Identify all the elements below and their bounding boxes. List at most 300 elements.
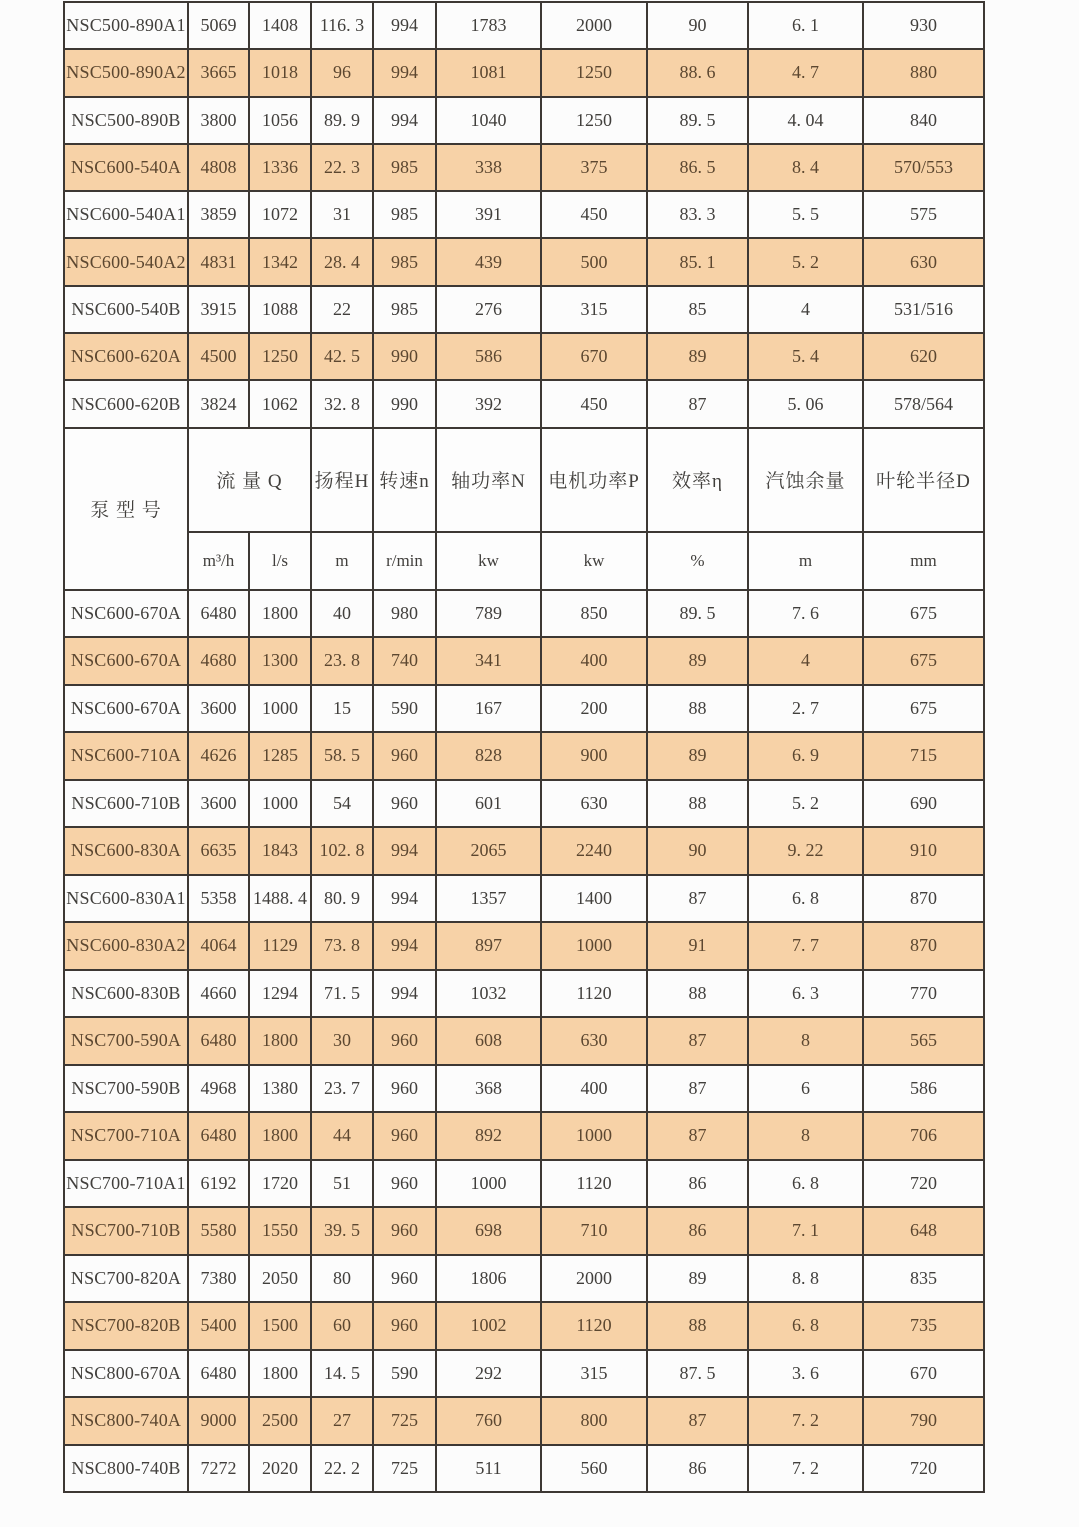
value-cell: 900 <box>541 732 647 780</box>
value-cell: 930 <box>863 2 984 49</box>
value-cell: 315 <box>541 1350 647 1398</box>
value-cell: 828 <box>436 732 541 780</box>
value-cell: 6. 8 <box>748 1302 863 1350</box>
value-cell: 870 <box>863 875 984 923</box>
value-cell: 14. 5 <box>311 1350 373 1398</box>
value-cell: 565 <box>863 1017 984 1065</box>
value-cell: 960 <box>373 1207 436 1255</box>
value-cell: 87. 5 <box>647 1350 748 1398</box>
value-cell: 985 <box>373 238 436 285</box>
pump-model-cell: NSC700-710B <box>64 1207 188 1255</box>
value-cell: 670 <box>541 333 647 380</box>
value-cell: 7. 7 <box>748 922 863 970</box>
value-cell: 5400 <box>188 1302 249 1350</box>
table-row <box>64 1112 984 1160</box>
value-cell: 560 <box>541 1445 647 1493</box>
pump-model-cell: NSC700-590B <box>64 1065 188 1113</box>
value-cell: 90 <box>647 827 748 875</box>
value-cell: 368 <box>436 1065 541 1113</box>
value-cell: 870 <box>863 922 984 970</box>
value-cell: 6192 <box>188 1160 249 1208</box>
pump-model-cell: NSC600-830A1 <box>64 875 188 923</box>
value-cell: 1400 <box>541 875 647 923</box>
value-cell: 715 <box>863 732 984 780</box>
value-cell: 575 <box>863 191 984 238</box>
value-cell: 1500 <box>249 1302 311 1350</box>
value-cell: 5. 2 <box>748 780 863 828</box>
value-cell: 40 <box>311 590 373 638</box>
value-cell: 1800 <box>249 1112 311 1160</box>
value-cell: 531/516 <box>863 286 984 333</box>
table-row <box>64 238 984 285</box>
pump-model-cell: NSC600-540A2 <box>64 238 188 285</box>
value-cell: 985 <box>373 286 436 333</box>
value-cell: 439 <box>436 238 541 285</box>
value-cell: 6. 9 <box>748 732 863 780</box>
value-cell: 4660 <box>188 970 249 1018</box>
value-cell: 1800 <box>249 1017 311 1065</box>
value-cell: 28. 4 <box>311 238 373 285</box>
pump-model-cell: NSC600-540A1 <box>64 191 188 238</box>
value-cell: 670 <box>863 1350 984 1398</box>
table-row <box>64 970 984 1018</box>
value-cell: 88 <box>647 685 748 733</box>
value-cell: 8. 8 <box>748 1255 863 1303</box>
pump-model-cell: NSC700-820A <box>64 1255 188 1303</box>
value-cell: 960 <box>373 1065 436 1113</box>
value-cell: 3915 <box>188 286 249 333</box>
value-cell: 608 <box>436 1017 541 1065</box>
table-row <box>64 286 984 333</box>
unit-efficiency-pct: % <box>647 532 748 590</box>
value-cell: 1285 <box>249 732 311 780</box>
value-cell: 71. 5 <box>311 970 373 1018</box>
value-cell: 5580 <box>188 1207 249 1255</box>
header-flow: 流 量 Q <box>188 428 311 532</box>
unit-npsh-m: m <box>748 532 863 590</box>
value-cell: 675 <box>863 685 984 733</box>
value-cell: 338 <box>436 144 541 191</box>
value-cell: 1088 <box>249 286 311 333</box>
table-row <box>64 191 984 238</box>
value-cell: 8 <box>748 1112 863 1160</box>
value-cell: 276 <box>436 286 541 333</box>
value-cell: 6480 <box>188 1112 249 1160</box>
value-cell: 630 <box>541 780 647 828</box>
unit-impeller-mm: mm <box>863 532 984 590</box>
value-cell: 511 <box>436 1445 541 1493</box>
value-cell: 601 <box>436 780 541 828</box>
value-cell: 2. 7 <box>748 685 863 733</box>
value-cell: 6. 3 <box>748 970 863 1018</box>
value-cell: 980 <box>373 590 436 638</box>
value-cell: 2065 <box>436 827 541 875</box>
value-cell: 1081 <box>436 49 541 96</box>
value-cell: 86 <box>647 1160 748 1208</box>
value-cell: 586 <box>436 333 541 380</box>
value-cell: 960 <box>373 1017 436 1065</box>
value-cell: 85 <box>647 286 748 333</box>
value-cell: 42. 5 <box>311 333 373 380</box>
table-row <box>64 922 984 970</box>
value-cell: 800 <box>541 1397 647 1445</box>
value-cell: 27 <box>311 1397 373 1445</box>
value-cell: 89. 5 <box>647 97 748 144</box>
value-cell: 30 <box>311 1017 373 1065</box>
value-cell: 87 <box>647 1017 748 1065</box>
table-row <box>64 827 984 875</box>
value-cell: 87 <box>647 1065 748 1113</box>
value-cell: 375 <box>541 144 647 191</box>
value-cell: 960 <box>373 1302 436 1350</box>
value-cell: 450 <box>541 191 647 238</box>
value-cell: 590 <box>373 1350 436 1398</box>
value-cell: 2240 <box>541 827 647 875</box>
value-cell: 578/564 <box>863 380 984 427</box>
value-cell: 315 <box>541 286 647 333</box>
value-cell: 5. 4 <box>748 333 863 380</box>
value-cell: 5. 5 <box>748 191 863 238</box>
header-head: 扬程H <box>311 428 373 532</box>
value-cell: 200 <box>541 685 647 733</box>
value-cell: 5358 <box>188 875 249 923</box>
value-cell: 22. 3 <box>311 144 373 191</box>
value-cell: 85. 1 <box>647 238 748 285</box>
value-cell: 89 <box>647 637 748 685</box>
value-cell: 32. 8 <box>311 380 373 427</box>
value-cell: 39. 5 <box>311 1207 373 1255</box>
table-row <box>64 333 984 380</box>
value-cell: 116. 3 <box>311 2 373 49</box>
value-cell: 3824 <box>188 380 249 427</box>
value-cell: 1488. 4 <box>249 875 311 923</box>
pump-model-cell: NSC800-670A <box>64 1350 188 1398</box>
pump-model-cell: NSC600-620B <box>64 380 188 427</box>
value-cell: 706 <box>863 1112 984 1160</box>
table-row <box>64 49 984 96</box>
pump-model-cell: NSC600-710A <box>64 732 188 780</box>
value-cell: 698 <box>436 1207 541 1255</box>
value-cell: 7272 <box>188 1445 249 1493</box>
value-cell: 960 <box>373 780 436 828</box>
pump-model-cell: NSC600-540A <box>64 144 188 191</box>
value-cell: 3665 <box>188 49 249 96</box>
value-cell: 96 <box>311 49 373 96</box>
table-row <box>64 780 984 828</box>
pump-model-cell: NSC600-670A <box>64 685 188 733</box>
value-cell: 620 <box>863 333 984 380</box>
pump-model-cell: NSC500-890B <box>64 97 188 144</box>
value-cell: 725 <box>373 1397 436 1445</box>
table-section-bottom <box>64 590 984 1493</box>
value-cell: 720 <box>863 1445 984 1493</box>
value-cell: 87 <box>647 875 748 923</box>
value-cell: 840 <box>863 97 984 144</box>
value-cell: 23. 7 <box>311 1065 373 1113</box>
value-cell: 770 <box>863 970 984 1018</box>
value-cell: 960 <box>373 1255 436 1303</box>
value-cell: 1250 <box>541 49 647 96</box>
value-cell: 4. 7 <box>748 49 863 96</box>
value-cell: 1250 <box>249 333 311 380</box>
value-cell: 88 <box>647 780 748 828</box>
value-cell: 1040 <box>436 97 541 144</box>
pump-spec-table <box>63 1 985 1493</box>
value-cell: 1000 <box>436 1160 541 1208</box>
pump-model-cell: NSC600-710B <box>64 780 188 828</box>
value-cell: 1120 <box>541 1160 647 1208</box>
value-cell: 590 <box>373 685 436 733</box>
table-row <box>64 875 984 923</box>
value-cell: 6. 1 <box>748 2 863 49</box>
value-cell: 80. 9 <box>311 875 373 923</box>
value-cell: 735 <box>863 1302 984 1350</box>
pump-model-cell: NSC600-670A <box>64 637 188 685</box>
value-cell: 6. 8 <box>748 1160 863 1208</box>
value-cell: 3600 <box>188 685 249 733</box>
value-cell: 1000 <box>541 1112 647 1160</box>
pump-model-cell: NSC800-740B <box>64 1445 188 1493</box>
value-cell: 89 <box>647 732 748 780</box>
value-cell: 1120 <box>541 1302 647 1350</box>
value-cell: 1000 <box>541 922 647 970</box>
value-cell: 570/553 <box>863 144 984 191</box>
pump-model-cell: NSC800-740A <box>64 1397 188 1445</box>
table-row <box>64 97 984 144</box>
value-cell: 994 <box>373 49 436 96</box>
value-cell: 54 <box>311 780 373 828</box>
value-cell: 292 <box>436 1350 541 1398</box>
table-row <box>64 1207 984 1255</box>
table-row <box>64 590 984 638</box>
value-cell: 6480 <box>188 590 249 638</box>
value-cell: 86 <box>647 1207 748 1255</box>
value-cell: 4626 <box>188 732 249 780</box>
value-cell: 6. 8 <box>748 875 863 923</box>
header-speed: 转速n <box>373 428 436 532</box>
value-cell: 87 <box>647 1112 748 1160</box>
value-cell: 1000 <box>249 780 311 828</box>
table-row <box>64 2 984 49</box>
pump-model-cell: NSC600-830B <box>64 970 188 1018</box>
value-cell: 897 <box>436 922 541 970</box>
value-cell: 994 <box>373 922 436 970</box>
value-cell: 6480 <box>188 1350 249 1398</box>
pump-model-cell: NSC600-830A <box>64 827 188 875</box>
value-cell: 22 <box>311 286 373 333</box>
value-cell: 88 <box>647 1302 748 1350</box>
value-cell: 91 <box>647 922 748 970</box>
value-cell: 994 <box>373 97 436 144</box>
table-row <box>64 685 984 733</box>
value-cell: 630 <box>541 1017 647 1065</box>
value-cell: 1806 <box>436 1255 541 1303</box>
value-cell: 994 <box>373 875 436 923</box>
value-cell: 675 <box>863 637 984 685</box>
pump-model-cell: NSC600-540B <box>64 286 188 333</box>
value-cell: 500 <box>541 238 647 285</box>
table-row <box>64 1350 984 1398</box>
value-cell: 1032 <box>436 970 541 1018</box>
value-cell: 990 <box>373 380 436 427</box>
table-row <box>64 144 984 191</box>
value-cell: 167 <box>436 685 541 733</box>
value-cell: 15 <box>311 685 373 733</box>
unit-shaft-kw: kw <box>436 532 541 590</box>
value-cell: 90 <box>647 2 748 49</box>
value-cell: 102. 8 <box>311 827 373 875</box>
pump-model-cell: NSC600-830A2 <box>64 922 188 970</box>
value-cell: 4500 <box>188 333 249 380</box>
value-cell: 7. 6 <box>748 590 863 638</box>
table-row <box>64 1302 984 1350</box>
value-cell: 73. 8 <box>311 922 373 970</box>
pump-model-cell: NSC600-620A <box>64 333 188 380</box>
value-cell: 87 <box>647 380 748 427</box>
value-cell: 789 <box>436 590 541 638</box>
value-cell: 3800 <box>188 97 249 144</box>
value-cell: 994 <box>373 2 436 49</box>
value-cell: 4808 <box>188 144 249 191</box>
value-cell: 960 <box>373 732 436 780</box>
value-cell: 4064 <box>188 922 249 970</box>
value-cell: 8. 4 <box>748 144 863 191</box>
value-cell: 400 <box>541 637 647 685</box>
table-row <box>64 1017 984 1065</box>
value-cell: 400 <box>541 1065 647 1113</box>
value-cell: 341 <box>436 637 541 685</box>
value-cell: 7. 2 <box>748 1445 863 1493</box>
unit-speed-rmin: r/min <box>373 532 436 590</box>
value-cell: 760 <box>436 1397 541 1445</box>
value-cell: 1550 <box>249 1207 311 1255</box>
value-cell: 1120 <box>541 970 647 1018</box>
value-cell: 1300 <box>249 637 311 685</box>
value-cell: 675 <box>863 590 984 638</box>
value-cell: 3600 <box>188 780 249 828</box>
value-cell: 725 <box>373 1445 436 1493</box>
value-cell: 2000 <box>541 2 647 49</box>
value-cell: 89 <box>647 1255 748 1303</box>
value-cell: 5. 2 <box>748 238 863 285</box>
value-cell: 740 <box>373 637 436 685</box>
table-row <box>64 380 984 427</box>
header-pump-model: 泵 型 号 <box>64 428 188 590</box>
table-row <box>64 732 984 780</box>
value-cell: 720 <box>863 1160 984 1208</box>
value-cell: 87 <box>647 1397 748 1445</box>
value-cell: 1129 <box>249 922 311 970</box>
header-shaft-power: 轴功率N <box>436 428 541 532</box>
value-cell: 5069 <box>188 2 249 49</box>
value-cell: 8 <box>748 1017 863 1065</box>
value-cell: 2500 <box>249 1397 311 1445</box>
value-cell: 835 <box>863 1255 984 1303</box>
unit-head-m: m <box>311 532 373 590</box>
header-row-units <box>64 532 984 590</box>
value-cell: 1408 <box>249 2 311 49</box>
pump-model-cell: NSC700-710A <box>64 1112 188 1160</box>
value-cell: 2000 <box>541 1255 647 1303</box>
unit-flow-ls: l/s <box>249 532 311 590</box>
value-cell: 83. 3 <box>647 191 748 238</box>
pump-model-cell: NSC700-710A1 <box>64 1160 188 1208</box>
value-cell: 880 <box>863 49 984 96</box>
value-cell: 9000 <box>188 1397 249 1445</box>
value-cell: 22. 2 <box>311 1445 373 1493</box>
header-impeller-radius: 叶轮半径D <box>863 428 984 532</box>
value-cell: 60 <box>311 1302 373 1350</box>
value-cell: 88 <box>647 970 748 1018</box>
value-cell: 4 <box>748 637 863 685</box>
value-cell: 4. 04 <box>748 97 863 144</box>
value-cell: 89. 9 <box>311 97 373 144</box>
value-cell: 990 <box>373 333 436 380</box>
header-npsh: 汽蚀余量 <box>748 428 863 532</box>
value-cell: 690 <box>863 780 984 828</box>
value-cell: 3. 6 <box>748 1350 863 1398</box>
value-cell: 710 <box>541 1207 647 1255</box>
value-cell: 7. 2 <box>748 1397 863 1445</box>
value-cell: 850 <box>541 590 647 638</box>
value-cell: 1342 <box>249 238 311 285</box>
value-cell: 392 <box>436 380 541 427</box>
value-cell: 31 <box>311 191 373 238</box>
value-cell: 1056 <box>249 97 311 144</box>
value-cell: 994 <box>373 827 436 875</box>
value-cell: 790 <box>863 1397 984 1445</box>
value-cell: 910 <box>863 827 984 875</box>
value-cell: 1336 <box>249 144 311 191</box>
value-cell: 4831 <box>188 238 249 285</box>
value-cell: 1783 <box>436 2 541 49</box>
value-cell: 960 <box>373 1112 436 1160</box>
value-cell: 23. 8 <box>311 637 373 685</box>
value-cell: 7380 <box>188 1255 249 1303</box>
value-cell: 2050 <box>249 1255 311 1303</box>
value-cell: 1800 <box>249 590 311 638</box>
value-cell: 1062 <box>249 380 311 427</box>
value-cell: 89 <box>647 333 748 380</box>
value-cell: 6 <box>748 1065 863 1113</box>
value-cell: 3859 <box>188 191 249 238</box>
value-cell: 58. 5 <box>311 732 373 780</box>
table-header-section <box>64 428 984 590</box>
value-cell: 985 <box>373 144 436 191</box>
value-cell: 6480 <box>188 1017 249 1065</box>
value-cell: 1294 <box>249 970 311 1018</box>
value-cell: 7. 1 <box>748 1207 863 1255</box>
value-cell: 1018 <box>249 49 311 96</box>
value-cell: 1000 <box>249 685 311 733</box>
value-cell: 1002 <box>436 1302 541 1350</box>
value-cell: 1843 <box>249 827 311 875</box>
value-cell: 4 <box>748 286 863 333</box>
value-cell: 4680 <box>188 637 249 685</box>
value-cell: 86. 5 <box>647 144 748 191</box>
value-cell: 6635 <box>188 827 249 875</box>
value-cell: 994 <box>373 970 436 1018</box>
value-cell: 985 <box>373 191 436 238</box>
unit-flow-m3h: m³/h <box>188 532 249 590</box>
unit-motor-kw: kw <box>541 532 647 590</box>
value-cell: 80 <box>311 1255 373 1303</box>
value-cell: 86 <box>647 1445 748 1493</box>
pump-model-cell: NSC600-670A <box>64 590 188 638</box>
table-row <box>64 1065 984 1113</box>
value-cell: 5. 06 <box>748 380 863 427</box>
value-cell: 630 <box>863 238 984 285</box>
